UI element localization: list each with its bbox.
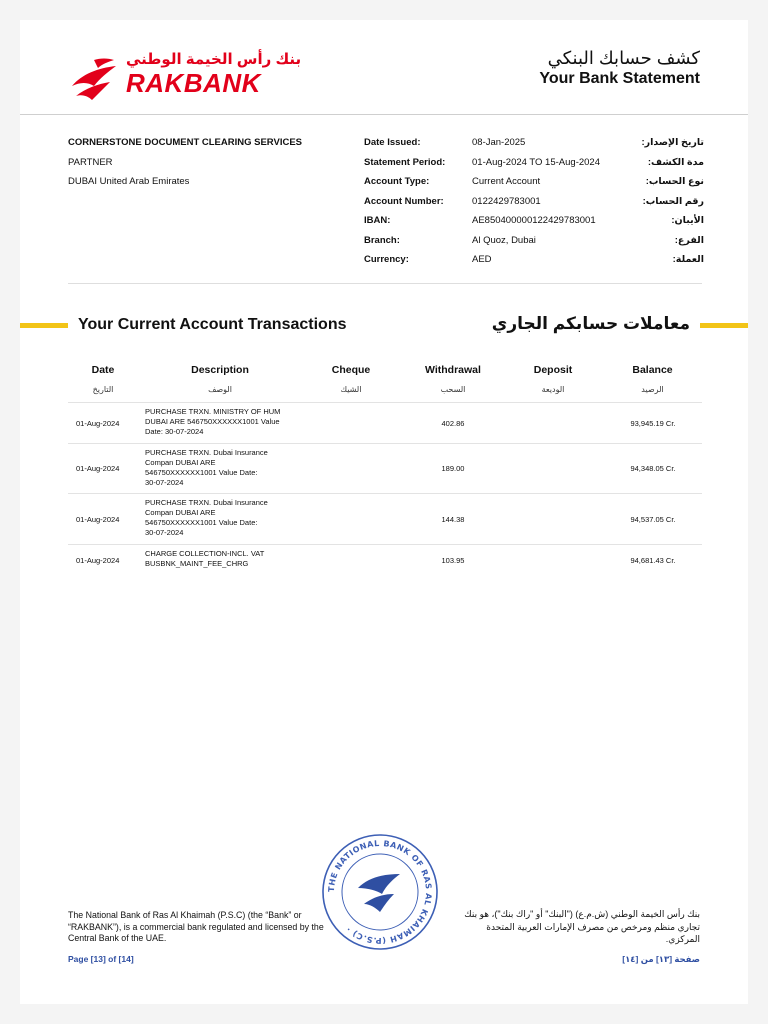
row-withdrawal: 189.00	[441, 464, 465, 473]
desc-line: 546750XXXXXX1001 Value Date:	[145, 468, 258, 477]
rakbank-logo	[68, 50, 302, 110]
desc-line: Compan DUBAI ARE	[145, 458, 216, 467]
customer-block	[68, 133, 302, 192]
row-withdrawal: 103.95	[441, 556, 465, 565]
section-accent-right	[700, 323, 748, 328]
page-number-arabic: صفحة [١٣] من [١٤]	[622, 954, 700, 964]
desc-line: 30-07-2024	[145, 528, 184, 537]
desc-line: BUSBNK_MAINT_FEE_CHRG	[145, 559, 249, 568]
header-description-arabic: الوصف	[208, 385, 232, 394]
header-cheque-arabic: الشيك	[340, 385, 362, 394]
info-row-iban	[364, 211, 704, 231]
table-row	[68, 402, 702, 443]
info-value: AED	[472, 254, 492, 265]
section-title-arabic: معاملات حسابكم الجاري	[491, 314, 690, 333]
header-balance: Balance	[632, 364, 673, 376]
table-row	[68, 493, 702, 544]
header-date: Date	[91, 364, 115, 376]
info-label: Account Type:	[364, 176, 430, 187]
info-label-arabic: مدة الكشف:	[647, 156, 704, 168]
customer-address: DUBAI United Arab Emirates	[68, 176, 190, 187]
row-withdrawal: 402.86	[441, 418, 465, 428]
info-label-arabic: الفرع:	[674, 234, 704, 246]
row-description	[145, 448, 305, 488]
header-withdrawal: Withdrawal	[425, 364, 481, 376]
info-label: Statement Period:	[364, 156, 446, 168]
info-row-account-number	[364, 192, 704, 212]
header-description: Description	[191, 364, 249, 376]
footer-disclaimer: The National Bank of Ras Al Khaimah (P.S.C) (the “Bank” or “RAKBANK”), is a commercial bank regulated and licensed by the Central Bank of the UAE.	[68, 910, 324, 943]
info-row-currency	[364, 250, 704, 270]
header-deposit: Deposit	[533, 364, 573, 376]
info-label: IBAN:	[364, 215, 391, 226]
row-balance: 93,945.19 Cr.	[630, 418, 676, 428]
svg-text:THE NATIONAL BANK OF RAS AL KH: THE NATIONAL BANK OF RAS AL KHAIMAH (P.S.C) ·	[326, 838, 434, 946]
info-value: Al Quoz, Dubai	[472, 234, 536, 246]
statement-title: Your Bank Statement	[539, 70, 700, 87]
row-date: 01-Aug-2024	[76, 514, 120, 524]
info-label: Currency:	[364, 254, 409, 265]
header-divider	[20, 114, 748, 115]
header-cheque: Cheque	[331, 364, 371, 376]
desc-line: PURCHASE TRXN. Dubai Insurance	[145, 498, 268, 507]
footer-disclaimer-arabic: بنك رأس الخيمة الوطني (ش.م.ع) ("البنك" أو "راك بنك")، هو بنك تجاري منظم ومرخص من مصرف الإمارات العربية المتحدة المركزي.	[464, 909, 700, 944]
account-info	[364, 133, 704, 270]
desc-line: 30-07-2024	[145, 478, 184, 487]
row-withdrawal: 144.38	[441, 514, 465, 524]
info-divider	[68, 283, 702, 284]
desc-line: Date: 30-07-2024	[145, 427, 204, 436]
logo-english-text: RAKBANK	[126, 68, 261, 98]
section-accent-left	[20, 323, 68, 328]
header-date-arabic: التاريخ	[92, 385, 114, 394]
info-row-date-issued	[364, 133, 704, 153]
info-row-branch	[364, 231, 704, 251]
info-label-arabic: العملة:	[672, 254, 704, 265]
row-balance: 94,537.05 Cr.	[630, 514, 676, 524]
info-value: 08-Jan-2025	[472, 137, 526, 148]
statement-page	[20, 20, 748, 1004]
info-label: Branch:	[364, 234, 400, 246]
row-date: 01-Aug-2024	[76, 464, 120, 473]
customer-name: CORNERSTONE DOCUMENT CLEARING SERVICES	[68, 137, 303, 148]
info-value: Current Account	[472, 176, 541, 187]
rakbank-bird-icon	[68, 52, 120, 104]
row-balance: 94,681.43 Cr.	[630, 556, 676, 565]
info-label-arabic: رقم الحساب:	[642, 195, 704, 207]
info-label: Account Number:	[364, 195, 444, 207]
desc-line: DUBAI ARE 546750XXXXXX1001 Value	[145, 417, 280, 426]
row-description	[145, 549, 305, 569]
desc-line: CHARGE COLLECTION-INCL. VAT	[145, 549, 265, 558]
desc-line: Compan DUBAI ARE	[145, 508, 216, 517]
desc-line: PURCHASE TRXN. Dubai Insurance	[145, 448, 268, 457]
section-title: Your Current Account Transactions	[78, 316, 347, 333]
row-date: 01-Aug-2024	[76, 418, 120, 428]
table-row	[68, 544, 702, 576]
info-label-arabic: نوع الحساب:	[645, 176, 704, 187]
logo-arabic-text: بنك رأس الخيمة الوطني	[126, 51, 302, 68]
info-row-account-type	[364, 172, 704, 192]
page-number: Page [13] of [14]	[68, 954, 134, 964]
row-balance: 94,348.05 Cr.	[630, 464, 676, 473]
header-balance-arabic: الرصيد	[641, 385, 664, 394]
info-label: Date Issued:	[364, 137, 421, 148]
row-date: 01-Aug-2024	[76, 556, 120, 565]
info-value: AE850400000122429783001	[472, 215, 596, 226]
info-value: 01-Aug-2024 TO 15-Aug-2024	[472, 156, 600, 168]
info-label-arabic: الأيبان:	[671, 215, 704, 226]
row-description	[145, 407, 305, 437]
customer-role: PARTNER	[68, 156, 113, 168]
table-row	[68, 443, 702, 493]
header-deposit-arabic: الوديعة	[541, 385, 565, 394]
desc-line: PURCHASE TRXN. MINISTRY OF HUM	[145, 407, 281, 416]
info-row-statement-period	[364, 153, 704, 173]
header-withdrawal-arabic: السحب	[440, 385, 466, 394]
info-label-arabic: تاريخ الإصدار:	[641, 137, 704, 148]
info-value: 0122429783001	[472, 195, 541, 207]
row-description	[145, 498, 305, 538]
statement-title-arabic: كشف حسابك البنكي	[547, 48, 700, 68]
desc-line: 546750XXXXXX1001 Value Date:	[145, 518, 258, 527]
